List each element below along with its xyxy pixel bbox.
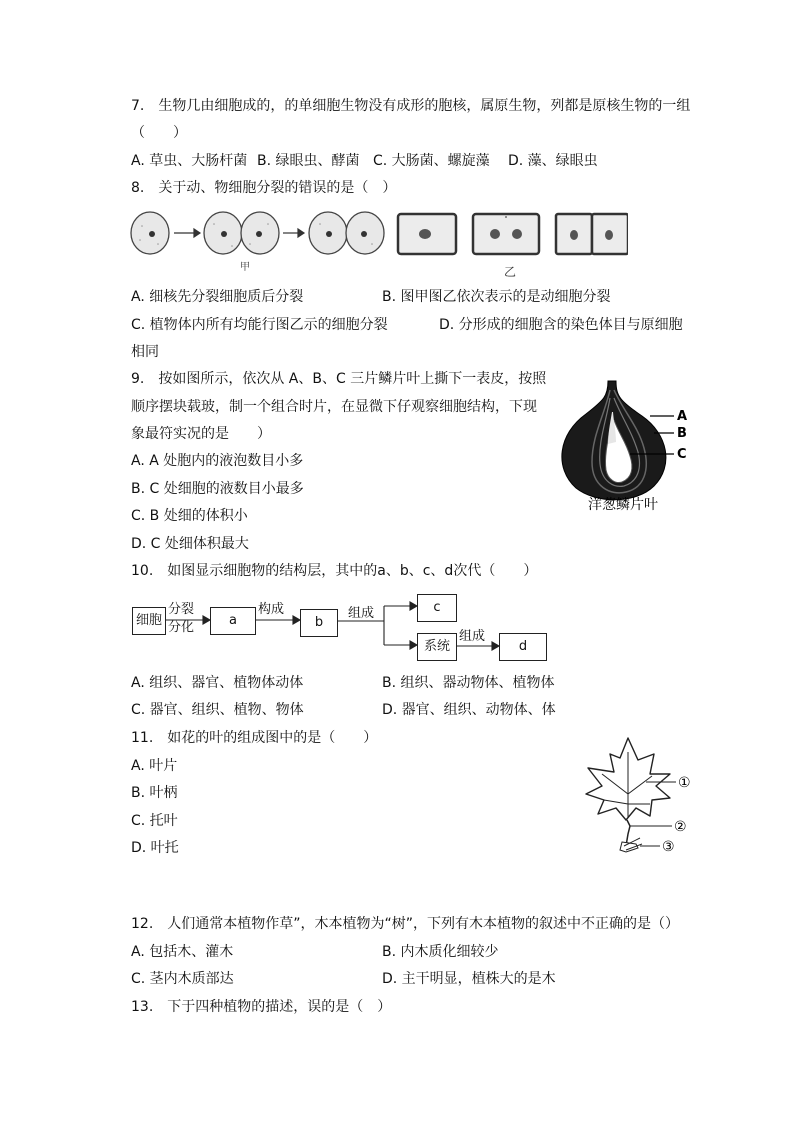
q7-stem: 7. 生物几由细胞成的，的单细胞生物没有成形的胞核，属原生物，列都是原核生物的一组 xyxy=(131,98,691,114)
q9-option-c: C. B 处细的体积小 xyxy=(131,508,248,524)
q12-stem: 12. 人们通常本植物作草”，木本植物为“树”，下列有木本植物的叙述中不正确的是（） xyxy=(131,916,680,932)
diagram-box-a: a xyxy=(210,607,256,635)
onion-label-b: B xyxy=(677,426,687,441)
leaf-marker-2: ② xyxy=(674,819,687,835)
q10-option-b: B. 组织、器动物体、植物体 xyxy=(382,675,555,691)
onion-label-c: C xyxy=(677,447,687,462)
diagram-box-system: 系统 xyxy=(417,633,457,661)
q12-option-d: D. 主干明显，植株大的是木 xyxy=(382,971,556,987)
q8-option-c: C. 植物体内所有均能行图乙示的细胞分裂 xyxy=(131,317,388,333)
q12-option-a: A. 包括木、灌木 xyxy=(131,944,234,960)
diagram-label-compose-1: 组成 xyxy=(348,606,375,621)
onion-bulb-figure xyxy=(546,376,696,516)
q8-option-d: D. 分形成的细胞含的染色体目与原细胞 xyxy=(439,317,683,333)
diagram-box-b: b xyxy=(300,609,338,637)
onion-caption: 洋葱鳞片叶 xyxy=(588,497,658,513)
q11-option-d: D. 叶托 xyxy=(131,840,179,856)
diagram-label-differentiate: 分化 xyxy=(168,620,195,635)
q9-option-d: D. C 处细体积最大 xyxy=(131,536,249,552)
q8-stem: 8. 关于动、物细胞分裂的错误的是（ ） xyxy=(131,180,397,196)
q9-stem-line-3: 象最符实况的是 ） xyxy=(131,426,271,442)
q12-option-c: C. 茎内木质部达 xyxy=(131,971,234,987)
q9-stem-line-2: 顺序摆块载玻，制一个组合时片，在显微下仔观察细胞结构，下现 xyxy=(131,399,537,415)
q12-option-b: B. 内木质化细较少 xyxy=(382,944,499,960)
q8-option-a: A. 细核先分裂细胞质后分裂 xyxy=(131,289,304,305)
diagram-box-d: d xyxy=(499,633,547,661)
q11-option-c: C. 托叶 xyxy=(131,813,178,829)
q8-option-d-continued: 相同 xyxy=(131,344,159,360)
leaf-marker-1: ① xyxy=(678,775,691,791)
q8-figure-label-yi: 乙 xyxy=(504,265,517,279)
diagram-box-c: c xyxy=(417,594,457,622)
diagram-label-form: 构成 xyxy=(258,602,285,617)
q7-option-d: D. 藻、绿眼虫 xyxy=(508,153,598,169)
q7-option-c: C. 大肠菌、螺旋藻 xyxy=(373,153,490,169)
q9-option-b: B. C 处细胞的液数目小最多 xyxy=(131,481,304,497)
diagram-box-cell: 细胞 xyxy=(132,607,166,635)
q10-stem: 10. 如图显示细胞物的结构层，其中的a、b、c、d次代（ ） xyxy=(131,563,538,579)
leaf-marker-3: ③ xyxy=(662,839,675,855)
diagram-label-compose-2: 组成 xyxy=(459,629,486,644)
leaf-figure xyxy=(580,734,700,870)
q10-option-d: D. 器官、组织、动物体、体 xyxy=(382,702,556,718)
q7-option-a: A. 草虫、大肠杆菌 xyxy=(131,153,248,169)
q10-option-a: A. 组织、器官、植物体动体 xyxy=(131,675,304,691)
q9-option-a: A. A 处胞内的液泡数目小多 xyxy=(131,453,304,469)
q8-figure-label-jia: 甲 xyxy=(240,262,250,273)
q8-cell-division-figure xyxy=(128,204,628,284)
q10-option-c: C. 器官、组织、植物、物体 xyxy=(131,702,304,718)
q7-option-b: B. 绿眼虫、酵菌 xyxy=(257,153,360,169)
q11-option-a: A. 叶片 xyxy=(131,758,178,774)
q11-stem: 11. 如花的叶的组成图中的是（ ） xyxy=(131,730,378,746)
q11-option-b: B. 叶柄 xyxy=(131,785,178,801)
q8-option-b: B. 图甲图乙依次表示的是动细胞分裂 xyxy=(382,289,611,305)
diagram-label-split: 分裂 xyxy=(168,602,195,617)
q7-answer-paren: （ ） xyxy=(131,125,187,141)
onion-label-a: A xyxy=(677,409,688,424)
q9-stem-line-1: 9. 按如图所示，依次从 A、B、C 三片鳞片叶上撕下一表皮，按照 xyxy=(131,371,547,387)
q13-stem: 13. 下于四种植物的描述，误的是（ ） xyxy=(131,999,392,1015)
